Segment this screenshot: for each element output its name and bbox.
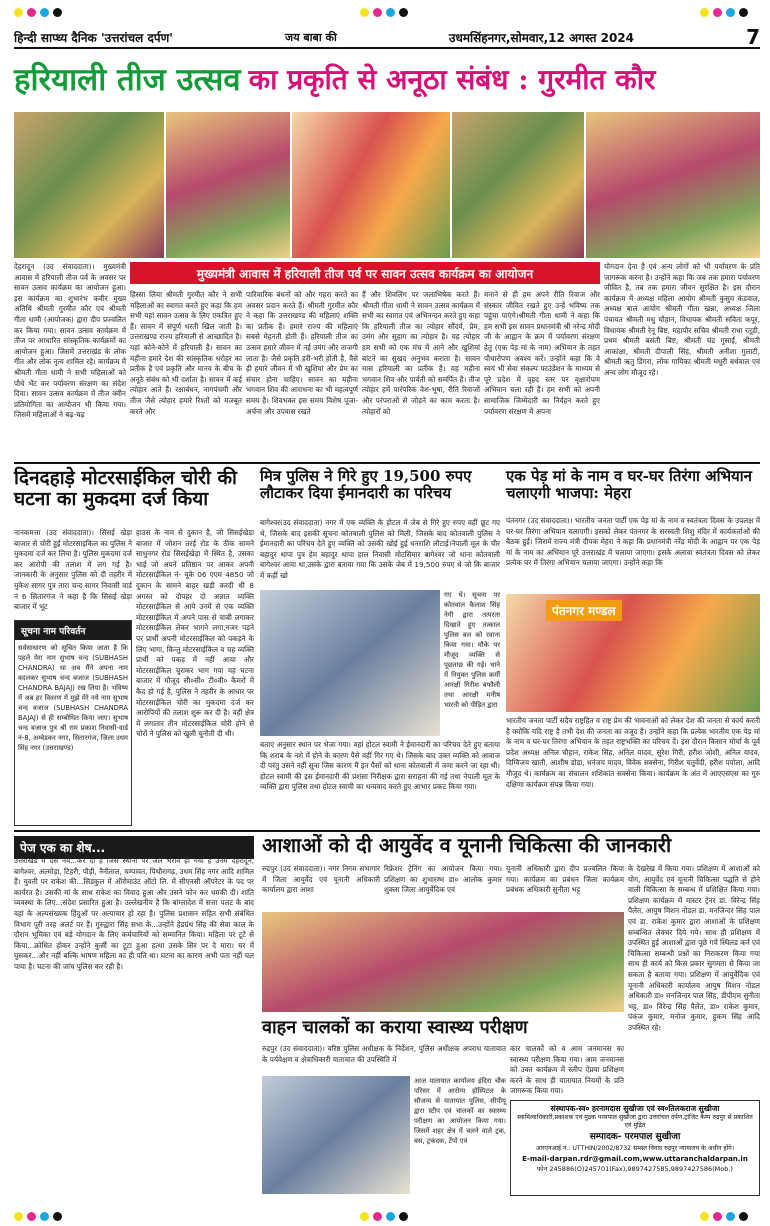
page-masthead bbox=[14, 27, 760, 49]
registration-dots-center bbox=[360, 8, 408, 17]
notice-body: सर्वसाधारण को सूचित किया जाता है कि पहले मेरा नाम सुभाष चन्द (SUBHASH CHANDRA) था अब मैंने अपना नाम बदलकर सुभाष चन्द बजाज (SUBHASH CHANDRA BAJAJ) रख लिया है। भविष्य में अब हर विवरण में मुझे मेरे नये नाम सुभाष चन्द बजाज (SUBHASH CHANDRA BAJAJ) से ही सम्बोधित किया जाए। सुभाष चन्द बजाज पुत्र श्री राम प्रकाश निवासी-वार्ड नं-8, अम्बेडकर नगर, सितारगंज, जिला उधम सिंह नगर (उत्तराखण्ड) bbox=[18, 644, 128, 752]
health-camp-photo bbox=[262, 1076, 410, 1194]
imprint-box bbox=[510, 1100, 760, 1196]
notice-title: सूचना नाम परिवर्तन bbox=[15, 621, 131, 640]
ayurveda-col2: रिफ्रेशर ट्रेनिंग का आयोजन किया गया। प्रशिक्षण का शुभारम्भ डा० आलोक कुमार शुक्ला जिला आयुर्वेदिक एवं bbox=[384, 864, 502, 895]
bike-theft-headline: दिनदहाड़े मोटरसाईकिल चोरी की घटना का मुकदमा दर्ज किया bbox=[14, 467, 237, 510]
ayurveda-col1: रुद्रपुर (उद संवाददाता)। नगर निगम सभागार में जिला आयुर्वेद एवं यूनानी अधिकारी कार्यालय द्वारा आशा bbox=[262, 864, 380, 895]
main-headline bbox=[14, 58, 762, 100]
imprint-founders: संस्थापक-स्व० हरनामदास सुखीजा एवं स्व०तिलकराज सुखीजा bbox=[550, 1104, 720, 1113]
health-checkup-right: कार चालकों को व आम जनमानस का स्वास्थ्य परीक्षण किया गया। आम जनमानस को उक्त कार्यक्रम में स्लीप ऐप्नया प्रशिक्षण करने के साथ ही यातायात नियमों के प्रति जागरूक किया गया। bbox=[510, 1044, 624, 1096]
main-story-col3: पारिवारिक बंधनों को और गहरा करते का अवसर प्रदान करते हैं। श्रीमती गुरमीत कौर ने कहा कि उत्तराखण्ड की महिलाएं शक्ति का प्रतीक हैं। हमारे राज्य की महिलाएं सबसे मेहनती होती हैं। हरियाली तीज का उत्सव हमारे जीवन में नई उमंग और ताजगी लाता है। जैसे प्रकृति हरी-भरी होती है, वैसे ही हमारे जीवन में भी खुशियां और प्रेम का संचार होना चाहिए। सावन का महीना भगवान शिव की आराधना का भी महत्वपूर्ण समय है। शिवभक्त इस समय विशेष पूजा-अर्चना और उपवास रखते bbox=[246, 290, 358, 416]
ayurveda-col3: यूनानी अधिकारी द्वारा दीप प्रज्वलित किया गया। कार्यक्रम का प्रबंधन जिला कार्यक्रम प्रबंधक अधिकारी सुनीता भट्ट bbox=[506, 864, 624, 895]
short-news-body: उत्तराखंड में दस नये...कर दी है जिस स्थानों पर जल भराव हो गया है उनमें देहरादून, बागेश्वर, अल्मोड़ा, टिहरी, पौड़ी, नैनीताल, चम्पावत, पिथौरागढ़, उधम सिंह नगर आदि शामिल हैं। युवती पर राकेश की...सिडकुल में ऑरोमाउंट ऑटो लि. में सीएनसी ऑपरेटर के पद पर कार्यरत है। उसकी मां के साथ राकेश का विवाद हुआ और उसने फोन कर धमकी दी। शांति व्यवस्था के लिए...संदेश प्रसारित हुआ है। उल्लेखनीय है कि बांग्लादेश में सत्ता पलट के बाद वहां के अल्पसंख्यक हिंदुओं पर अत्याचार हो रहा है। पुलिस प्रशासन सहित सभी संबंधित विभाग पूरी तरह अलर्ट पर हैं। गुरुद्वारा सिंह सभा के...उन्होंने हेडग्रंथ सिंह की सेवा काल के दौरान भूमिका एवं बड़े योगदान के लिए कर्मचारियों को सम्मानित किया। महिला पर टूटे से किया...क्रोधित होकर उन्होंने कुर्सी का टूटा हुआ हत्था उसके सिर पर दे मारा। घर में घुसकर...और नहीं बल्कि भाषण महिला का ही पति था। घटना का कारण अभी पता नहीं चल पाया है। घटना की जांच पुलिस कर रही है। bbox=[14, 856, 254, 971]
bike-theft-col2: हाउस के नाम से दुकान है, जो सिसईखेड़ा बाजार में जोशन तरई रोड के ठीक सामने साधुनगर रोड सिसईखेड़ा में स्थित है, उसका भाई जो अपने प्रतिष्ठान पर आकर अपनी मोटरसाईकिल नं- यूके 06 एएम 4850 जो दुकान के सामने बाहर खड़ी करदी थी 8 अगस्त को दोपहर दो अज्ञात व्यक्ति मोटरसाईकिल से आये उनमें से एक व्यक्ति मोटरसाईकिल में अपने पास से चाबी लगाकर मोटरसाईकिल लेकर भागने लगा,नजर पड़ने पर प्रार्थी अपनी मोटरसाईकिल को पकड़ने के लिए भागा, किन्तु मोटरसाईकिल व चह व्यक्ति प्रार्थी को पकड़ में नहीं आया और मोटरसाईकिल चुराकर भाग गया यह घटना बाजार में मौजूद सी०सी० टी०वी० कैमरों में कैद हो गई है, पुलिस ने तहरीर के आधार पर मोटरसाईकिल चोरी का मुकदमा दर्ज कर आरोपियों की तलाश शुरू कर दी है। वहीं क्षेत्र में लगातार तीन मोटरसाईकिल चोरी होने से चोरों ने पुलिस को खुली चुनौती दी थी। bbox=[136, 528, 254, 739]
tree-campaign-headline: एक पेड़ मां के नाम व घर-घर तिरंगा अभियान चलाएगी भाजपा: मेहरा bbox=[506, 467, 752, 502]
teej-photo-1 bbox=[14, 112, 164, 258]
health-checkup-side: आज यातायात कार्यालय इंदिरा चौक परिसर में आरोग्य हॉस्पिटल के सौजन्य से यातायात पुलिस, सीपीयू द्वारा स्टीप एवं चालकों का स्वास्थ्य परीक्षण का आयोजन किया गया। जिसमें शहर क्षेत्र में चलने वाले ट्रक, बस, ट्रकंदक, टेंपो एवं bbox=[414, 1077, 506, 1145]
main-story-col2: हिस्सा लिया श्रीमती गुरमीत कौर ने सभी महिलाओं का स्वागत करते हुए कहा कि हम सभी यहां सावन उत्सव के लिए एकत्रित हुए हैं। सावन में संपूर्ण धरती खिल जाती है। उत्तराखण्ड राज्य हरियाली से आच्छादित है। यहां कोने-कोने में हरियाली है। सावन का महीना हमारे देश की सांस्कृतिक धरोहर का प्रतीक है एवं प्रकृति और मानव के बीच के अनूठे संबंध को भी दर्शाता है। सावन में कई त्योहार आते हैं। रक्षाबंधन, नागपंचमी और तीज जैसे त्योहार हमारे रिश्तों को मजबूत करते और bbox=[130, 290, 242, 416]
masthead-paper-name: हिन्दी साप्ध्य दैनिक 'उत्तरांचल दर्पण' bbox=[14, 30, 173, 45]
bike-theft-col1: नानकमत्ता (उद संवाददाता)। सिसई खेड़ा बाजार से चोरी हुई मोटरसाइकिल का पुलिस ने मुकदमा दर्ज कर लिया है। पुलिस मुकदमा दर्ज कर आरोपी की तलाश में लग गई है। जानकारी के अनुसार पुलिस को दी तहरीर में मुकेश सागर पुत्र तारा चन्द सागर निवासी वार्ड नं 6 सितारगंज ने कहा है कि सिसई खेड़ा बाजार में भूट bbox=[14, 528, 132, 612]
tree-campaign-tail: भारतीय जनता पार्टी सदैव राष्ट्रहित व राष्ट्र प्रेम की भावनाओं को लेकर देश की जनता से कार्य करती है क्योंकि यदि राष्ट्र है तभी देश की जनता का वजूद है। उन्होंने कहा कि प्रत्येक भारतीय एक पेड़ मां के नाम व घर-घर तिरंगा अभियान के तहत राष्ट्रभक्ति का परिचय दें। इस दौरान किसान मोर्चा के पूर्व प्रदेश अध्यक्ष अनिल चौहान, राकेश सिंह, अनिल यादव, सुरेश गिरी, हरीश जोशी, अनिल यादव, दिग्विजय खाती, आशीष डोडा, धनंजय यादव, विवेक सक्सेना, गिरीश चतुर्वेदी, हरीश पपोला, आदि मौजूद थे। कार्यक्रम का संचालन शशिकांत सक्सेना किया। कार्यक्रम के अंत में आएएसएस का गुरु दक्षिणा कार्यक्रम संपन्न किया गया। bbox=[506, 716, 760, 789]
name-change-notice bbox=[14, 620, 132, 826]
main-headline-part2: का प्रकृति से अनूठा संबंध : गुरमीत कौर bbox=[248, 63, 656, 96]
police-handover-photo bbox=[260, 590, 440, 736]
ayurveda-headline: आशाओं को दी आयुर्वेद व यूनानी चिकित्सा की जानकारी bbox=[262, 833, 672, 857]
teej-photo-3 bbox=[292, 112, 450, 258]
main-headline-part1: हरियाली तीज उत्सव bbox=[14, 62, 241, 98]
police-story-tail: बताए अनुसार स्थान पर भेजा गया। वहां होटल स्वामी ने ईमानदारी का परिचय देते हुए बताया कि शराब के नशे में होने के कारण पैसे वहीं गिर गए थे। जिसके बाद उक्त व्यक्ति को आवाज दी परंतु उसने नहीं सुना जिस कारण मैं इन पैसों को थाना कोतवाली में जमा करने जा रहा थी। होटल स्वामी की इस ईमानदारी की प्रशंसा निरीक्षक द्वारा सराहना की गई तथा नेपाली मूल के व्यक्ति द्वारा पुलिस तथा होटल स्वामी का धन्यवाद करते हुए आभार प्रकट किया गया। bbox=[260, 740, 500, 792]
imprint-email: E-mail-darpan.rdr@gmail.com,www.uttaranchaldarpan.in bbox=[522, 1155, 748, 1163]
registration-dots-left bbox=[14, 8, 62, 17]
main-story-col6: योगदान देना है एवं अन्य लोगों को भी पर्यावरण के प्रति जागरूक करना है। उन्होंने कहा कि जब तक हमारा पर्यावरण जीवित है, तब तक हमारा जीवन सुरक्षित है। इस दौरान कार्यक्रम में अध्यक्ष महिला आयोग श्रीमती कुसुम कंडवाल, अध्यक्ष बाल आयोग श्रीमती गीता खन्ना, अध्यक्ष जिला पंचायत श्रीमती मधु चौहान, विधायक श्रीमती सविता कपूर, विधायक श्रीमती रेनू बिष्ट, महापौर सचिव श्रीमती राधा रतूड़ी, प्रथम श्रीमती बसंती बिष्ट, श्रीमती चंद्र गुसाईं, श्रीमती आकांक्षा, श्रीमती दीपाली सिंह, श्रीमती अनीशा गुलाटी, श्रीमती ऋतु डिंगरा, लोक गायिका श्रीमती मधुरी बर्थवाल एवं अन्य लोग मौजूद रहे। bbox=[604, 262, 760, 377]
imprint-publisher: स्वामित्वाधिकारी,प्रकाशक एवं मुद्रक परमपाल सुखीजा द्वारा उत्तरांचल दर्पण,ट्रांजिट कैम्प रुद्रपुर से प्रकाशित एवं मुद्रित bbox=[517, 1114, 753, 1129]
main-story-col5: मनाने से ही हम अपने रीति रिवाज और संस्कार जीवित रखते हुए उन्हें भविष्य तक पहुंचा पाएंगे।श्रीमती गीता धामी ने कहा कि हम सभी इस सावन प्रधानमंत्री श्री नरेन्द्र मोदी जी के आह्वान के क्रम में पर्यावरण संरक्षण हेतु (एक पेड़ मां के नाम) अभियान के तहत पौधारोपण अवश्य करें। उन्होंने कहा कि वे स्वयं भी सेवा संकल्प फाउंडेशन के माध्यम से पूरे प्रदेश में वृहद स्तर पर वृक्षारोपण अभियान चला रही हैं। हम सभी को अपनी सामाजिक जिम्मेदारी का निर्वहन करते हुए पर्यावरण संरक्षण में अपना bbox=[484, 290, 600, 416]
main-story-col4: हैं और शिवलिंग पर जलाभिषेक करते हैं। श्रीमती गीता धामी ने सावन उत्सव कार्यक्रम में सभी का स्वागत एवं अभिनन्दन करते हुए कहा कि हरियाली तीज का त्योहार सौंदर्य, प्रेम, उमंग और सुहाग का त्योहार है। यह त्योहार हम सभी को एक मंच में आने और खुशियां बांटने का सुखद अनुभव कराता है। सावन मास हरियाली का प्रतीक है। यह महीना भगवान शिव और पार्वती को समर्पित है। तीज त्योहार हमें पारंपरिक वेश-भूषा, रीति रिवाजों और परंपराओं से जोड़ने का काम करता है। त्योहारों को bbox=[362, 290, 480, 416]
registration-dots-bottom-center bbox=[360, 1212, 408, 1221]
police-story-headline: मित्र पुलिस ने गिरे हुए 19,500 रुपए लौटाकर दिया ईमानदारी का परिचय bbox=[260, 467, 472, 502]
tree-campaign-lead: पंतनगर (उद संवाददाता)। भारतीय जनता पार्टी एक पेड़ मां के नाम व स्वतंत्रता दिवस के उपलक्ष में घर-घर तिरंगा अभियान चलाएगी। इसको लेकर पंतनगर के सरस्वती शिशु मंदिर में कार्यकर्ताओं की बैठक हुई। जिसमें राज्य मंत्री दीपक मेहरा ने कहा कि प्रधानमंत्री नरेंद्र मोदी के आह्वान पर एक पेड़ मां के नाम का अभियान पूरे उत्तराखंड में चलाया जाएगा। इसके अलावा स्वतंत्रता दिवस को लेकर प्रत्येक घर में तिरंगा अभियान चलाया जाएगा। उन्होंने कहा कि bbox=[506, 516, 760, 568]
masthead-date: उधमसिंहनगर,सोमवार,12 अगस्त 2024 bbox=[448, 30, 635, 45]
section-divider-2 bbox=[14, 830, 760, 832]
bjp-meeting-photo bbox=[506, 594, 760, 712]
short-news-title: पेज एक का शेष... bbox=[14, 836, 254, 859]
imprint-editor: सम्पादक- परमपाल सुखीजा bbox=[589, 1132, 681, 1142]
main-subhead-banner: मुख्यमंत्री आवास में हरियाली तीज पर्व पर सावन उत्सव कार्यक्रम का आयोजन bbox=[130, 262, 600, 284]
section-divider bbox=[14, 462, 760, 464]
teej-photo-5 bbox=[586, 112, 760, 258]
ayurveda-side: के देखरेख में किया गया। प्रशिक्षण में आशाओं को योग, आयुर्वेद एवं यूनानी चिकित्सा पद्धति से होने वाली चिकित्सा के सम्बन्ध में प्रशिक्षित किया गया। प्रशिक्षण कार्यक्रम में मास्टर ट्रेनर डा. विरेन्द्र सिंह पैलेत, आयुष मिशन नोडल डा. मनजिन्दर सिंह पाल एवं डा. राकेश कुमार द्वारा आशाओं के प्रशिक्षण सम्बन्धित लेक्चर दिये गये। साथ ही प्रशिक्षण में उपस्थित हुई आशाओं द्वारा पूछे गये स्थिलड कर्न एवं चिकित्सा सम्बन्धी प्रश्नों का निराकरण किया गया साथ ही कार्य को किस प्रकार सुगमता से किया जा सकता है बताया गया। प्रशिक्षण में आयुर्वेदिक एवं यूनानी अधिकारी कार्यालय आयुष मिशन नोडल अधिकारी डा० मनजिन्दर पाल सिंह, डीपीएम सुनीता भट्ट, डा० विरेन्द्र सिंह पैलेत, डा० राकेश कुमार, पंकज कुमार, मनोज कुमार, हुकम सिंह आदि उपस्थित रहे। bbox=[628, 864, 760, 1032]
teej-photo-2 bbox=[166, 112, 290, 258]
imprint-phone: फोन 245886(O)245701(Fax),9897427585,9897427586(Mob.) bbox=[537, 1165, 733, 1173]
police-story-side: गए थे। सूचना पर कोतवाल कैलाश सिंह नेगी द्वारा तत्परता दिखाते हुए तत्काल पुलिस बल को रवाना किया गया। मौके पर मौजूद व्यक्ति से पूछताछ की गई। थाने में नियुक्त पुलिस कर्मी आरक्षी गिरीश बफौली तथा आरक्षी मनीष भारती को पीड़ित द्वारा bbox=[444, 591, 500, 709]
health-checkup-lead: रुद्रपुर (उद संवाददाता)। वरिष्ठ पुलिस अधीक्षक के निर्देशन, पुलिस अधीक्षक अपराध यातायात के पर्यवेक्षण व क्षेत्राधिकारी यातायात की उपस्थिति में bbox=[262, 1044, 506, 1064]
bjp-banner-text: पंतनगर मण्डल bbox=[546, 600, 622, 621]
page-number: 7 bbox=[746, 25, 760, 49]
health-checkup-headline: वाहन चालकों का कराया स्वास्थ्य परीक्षण bbox=[262, 1017, 528, 1038]
registration-dots-bottom-left bbox=[14, 1212, 62, 1221]
imprint-rni: आरएनआई नं.: UTTHIN/2002/8732 समस्त विवाद रुद्रपुर न्यायालय के अधीन होंगे। bbox=[535, 1145, 735, 1152]
teej-photo-4 bbox=[452, 112, 584, 258]
registration-dots-bottom-right bbox=[700, 1212, 748, 1221]
main-story-col1: देहरादून (उद संवाददाता)। मुख्यमंत्री आवास में हरियाली तीज पर्व के अवसर पर सावन उत्सव कार्यक्रम का आयोजन हुआ। इस कार्यक्रम का शुभारंभ कवीर मुख्य अतिथि श्रीमती गुरमीत कौर एवं श्रीमती गीता धामी (आयोजक) द्वारा दीप प्रज्वलित कर किया गया। सावन उत्सव कार्यक्रम में तीज पर आधारित सांस्कृतिक कार्यक्रमों का आयोजन हुआ। जिसमें उत्तराखंड के लोक गीत और लोक नृत्य शामिल रहे। कार्यक्रम में श्रीमती गीता धामी ने सभी महिलाओं को पौधे भेंट कर पर्यावरण संरक्षण का संदेश दिया। सावन उत्सव कार्यक्रम में तीज क्वीन प्रतियोगिता का आयोजन भी किया गया। जिसमें महिलाओं ने बढ़-चढ़ bbox=[14, 262, 126, 420]
registration-dots-right bbox=[700, 8, 748, 17]
asha-training-photo bbox=[262, 912, 624, 1012]
masthead-slogan: जय बाबा की bbox=[285, 30, 337, 44]
police-story-lead: बागेश्वर(उद संवाददाता) नगर में एक व्यक्ति के होटल में जेब से गिरे हुए रुपए वहीं छूट गए थे, जिसके बाद इसकी सूचना कोतवाली पुलिस को मिली, जिसके बाद कोतवाली पुलिस ने ईमानदारी का परिचय देते हुए व्यक्ति को उसकी खोई हुई धनराशि लौटाई।नेपाली मूल के चीर बहादुर थापा पुत्र हेम बहादुर थापा हाल निवासी मोटसिमार बागेश्वर जो थाना कोतवाली बागेश्वर आया था,उसके द्वारा बताया गया कि उसके जेब में 19,500 रुपए थे जो कि बाजार में कहीं खो bbox=[260, 518, 500, 580]
